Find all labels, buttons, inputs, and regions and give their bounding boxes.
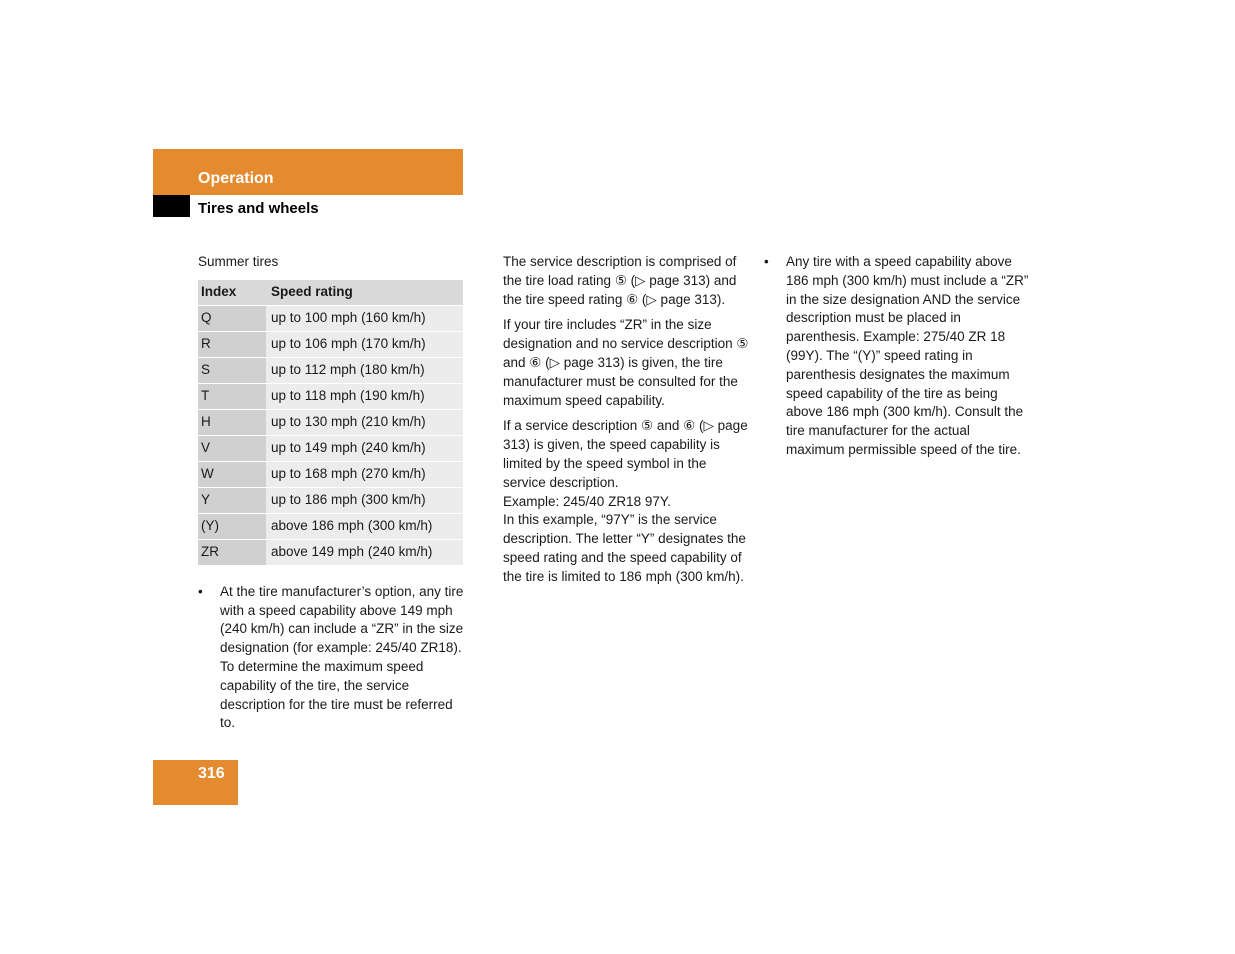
- column-middle: [503, 253, 751, 594]
- bullet-item: [764, 253, 1030, 460]
- table-row: [198, 461, 463, 487]
- bullet-text: At the tire manufacturer’s option, any tire with a speed capability above 149 mph (240 km/h) can include a “ZR” in the size designation (for example: 245/40 ZR18). To determine the maximum speed capability of the tire, the service description for the tire must be referred to.: [220, 583, 464, 731]
- example-explanation: In this example, “97Y” is the service description. The letter “Y” designates the speed rating and the speed capability of the tire is limited to 186 mph (300 km/h).: [503, 512, 746, 584]
- bullet-text: Any tire with a speed capability above 186 mph (300 km/h) must include a “ZR” in the size designation AND the service description must be placed in parenthesis. Example: 275/40 ZR 18 (99Y). The “(Y)” speed rating in parenthesis designates the maximum speed capability of the tire as being above 186 mph (300 km/h). Consult the tire manufacturer for the actual maximum permissible speed of the tire.: [786, 254, 1029, 457]
- table-row: [198, 435, 463, 461]
- table-row: [198, 487, 463, 513]
- header-speed-rating: Speed rating: [266, 280, 463, 306]
- rating-cell: up to 149 mph (240 km/h): [266, 435, 463, 461]
- bullet-symbol: •: [198, 583, 203, 599]
- table-row: [198, 539, 463, 565]
- rating-cell: up to 168 mph (270 km/h): [266, 461, 463, 487]
- table-header-row: [198, 280, 463, 306]
- header-index: Index: [198, 280, 266, 306]
- index-cell: R: [198, 331, 266, 357]
- rating-cell: up to 100 mph (160 km/h): [266, 305, 463, 331]
- paragraph: The service description is comprised of the tire load rating ⑤ (▷ page 313) and the tire speed rating ⑥ (▷ page 313).: [503, 254, 737, 307]
- rating-cell: above 149 mph (240 km/h): [266, 539, 463, 565]
- bullet-symbol: •: [764, 254, 769, 269]
- index-cell: V: [198, 435, 266, 461]
- subsection-marker: [153, 195, 190, 217]
- section-title: Operation: [198, 170, 274, 187]
- speed-rating-table: [198, 280, 463, 566]
- index-cell: T: [198, 383, 266, 409]
- paragraph: [503, 417, 751, 586]
- subsection-title: Tires and wheels: [198, 200, 319, 217]
- page-number-tab: [153, 760, 238, 805]
- index-cell: (Y): [198, 513, 266, 539]
- table-row: [198, 331, 463, 357]
- rating-cell: up to 186 mph (300 km/h): [266, 487, 463, 513]
- column-left: [198, 253, 466, 733]
- rating-cell: up to 130 mph (210 km/h): [266, 409, 463, 435]
- table-caption: Summer tires: [198, 254, 279, 269]
- paragraph-text: If a service description ⑤ and ⑥ (▷ page 313) is given, the speed capability is limited by the speed symbol in the service description.: [503, 418, 748, 490]
- rating-cell: up to 112 mph (180 km/h): [266, 357, 463, 383]
- table-row: [198, 383, 463, 409]
- index-cell: Y: [198, 487, 266, 513]
- rating-cell: up to 106 mph (170 km/h): [266, 331, 463, 357]
- paragraph: If your tire includes “ZR” in the size designation and no service description ⑤ and ⑥ (▷ page 313) is given, the tire manufacturer must be consulted for the maximum speed capability.: [503, 317, 749, 408]
- index-cell: H: [198, 409, 266, 435]
- table-row: [198, 409, 463, 435]
- index-cell: Q: [198, 305, 266, 331]
- table-row: [198, 513, 463, 539]
- index-cell: W: [198, 461, 266, 487]
- example-text: Example: 245/40 ZR18 97Y.: [503, 493, 671, 509]
- table-row: [198, 357, 463, 383]
- table-row: [198, 305, 463, 331]
- rating-cell: above 186 mph (300 km/h): [266, 513, 463, 539]
- section-header-bar: [153, 149, 463, 195]
- index-cell: S: [198, 357, 266, 383]
- bullet-item: [198, 583, 466, 733]
- rating-cell: up to 118 mph (190 km/h): [266, 383, 463, 409]
- page-number: 316: [198, 765, 225, 782]
- index-cell: ZR: [198, 539, 266, 565]
- column-right: [764, 253, 1030, 460]
